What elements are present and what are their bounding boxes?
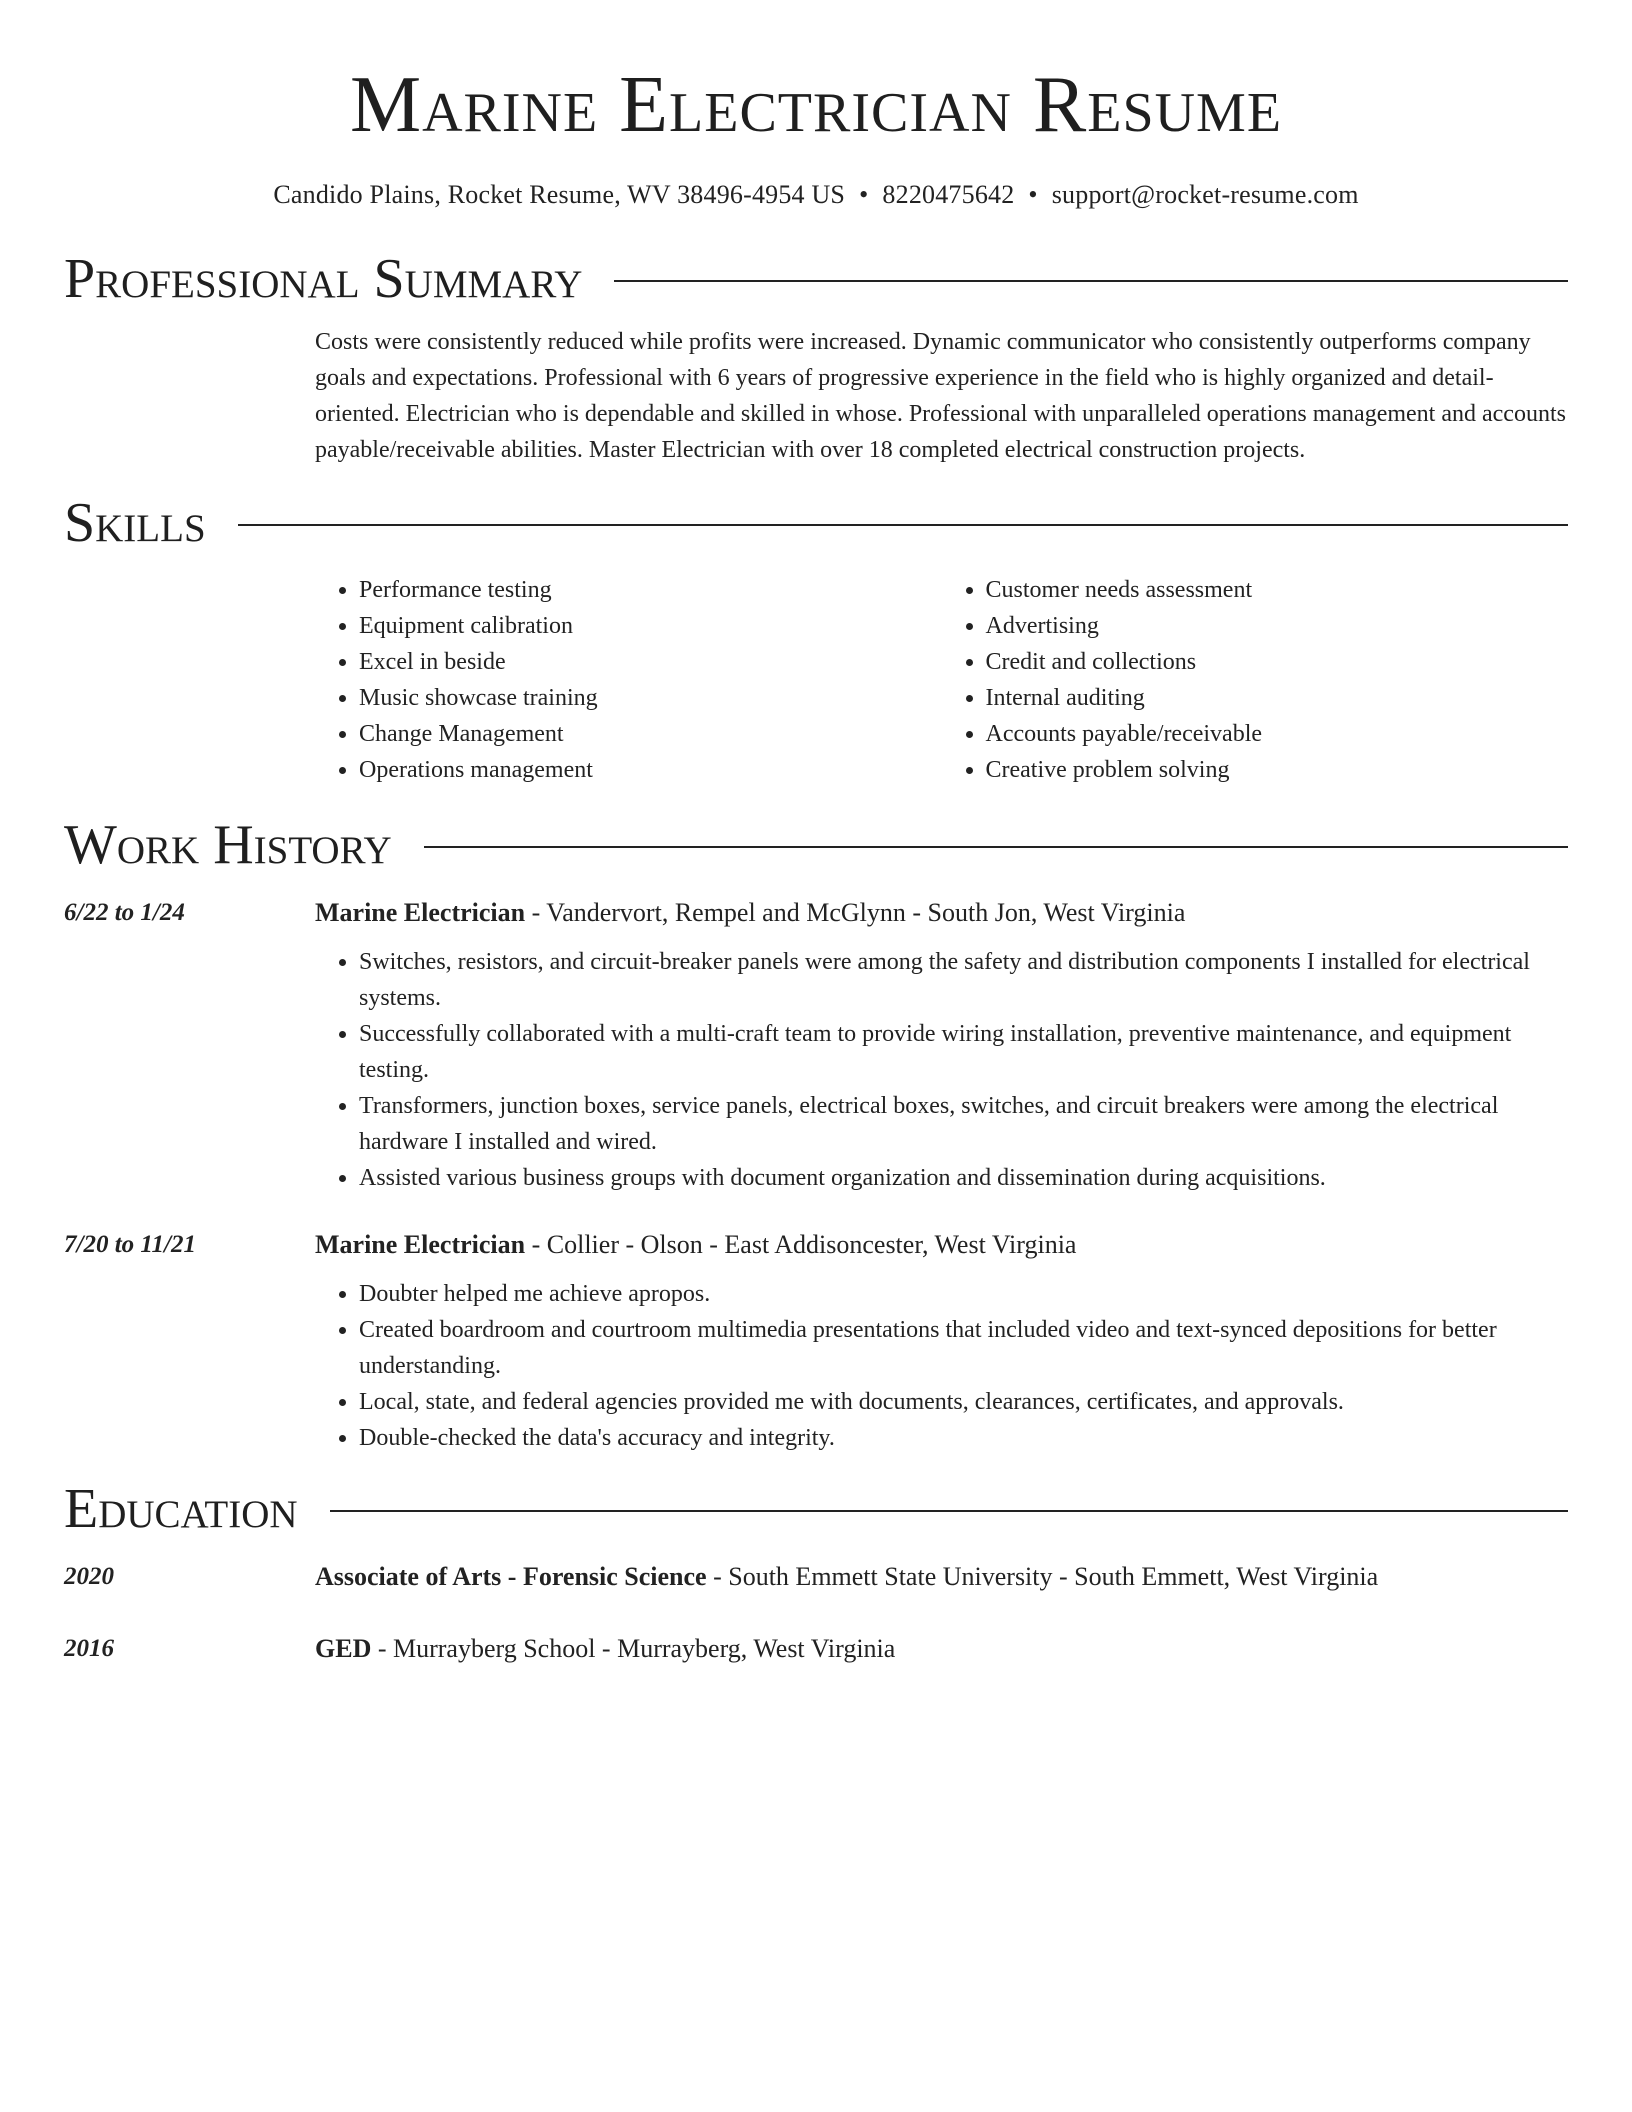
section-divider (330, 1510, 1568, 1512)
summary-text: Costs were consistently reduced while profits were increased. Dynamic communicator who consistently outperforms company goals and expectations. Professional with 6 years of progressive experience in the field who is highly organized and detail-oriented. Electrician who is dependable and skilled in whose. Professional with unparalleled operations management and accounts payable/receivable abilities. Master Electrician with over 18 completed electrical construction projects. (315, 329, 1566, 463)
job-bullet: • Successfully collaborated with a multi-craft team to provide wiring installation, preventive maintenance, and equipment testing. (359, 1016, 1568, 1088)
section-header-education (64, 1478, 1568, 1540)
resume-title: Marine Electrician Resume (349, 61, 1283, 149)
section-title-skills: Skills (64, 492, 206, 554)
contact-line (64, 178, 1568, 212)
education-entry (64, 1560, 1568, 1594)
education-headline (315, 1632, 1568, 1666)
contact-email[interactable]: support@rocket-resume.com (1051, 180, 1359, 209)
skill-item: • Change Management (359, 716, 942, 752)
skill-item: • Customer needs assessment (986, 572, 1569, 608)
section-header-work (64, 814, 1568, 876)
section-divider (614, 280, 1568, 282)
section-title-work: Work History (64, 814, 392, 876)
skill-item: • Excel in beside (359, 644, 942, 680)
resume-page (64, 0, 1568, 1666)
education-entry (64, 1632, 1568, 1666)
skill-item: • Music showcase training (359, 680, 942, 716)
section-header-skills (64, 492, 1568, 554)
job-body (315, 1228, 1568, 1456)
section-header-summary (64, 248, 1568, 310)
job-title: Marine Electrician (315, 898, 526, 927)
education-headline (315, 1560, 1568, 1594)
section-title-education: Education (64, 1478, 298, 1540)
job-body (315, 896, 1568, 1196)
education-degree: Associate of Arts - Forensic Science (315, 1562, 707, 1591)
contact-address: Candido Plains, Rocket Resume, WV 38496-4954 US (273, 180, 846, 209)
section-title-summary: Professional Summary (64, 248, 583, 310)
job-headline (315, 896, 1568, 930)
education-year: 2016 (64, 1635, 114, 1662)
job-bullet: • Created boardroom and courtroom multimedia presentations that included video and text-synced depositions for better understanding. (359, 1312, 1568, 1384)
job-bullets (315, 1276, 1568, 1456)
job-entry (64, 896, 1568, 1196)
job-bullet: • Double-checked the data's accuracy and integrity. (359, 1420, 1568, 1456)
education-year: 2020 (64, 1563, 114, 1590)
skills-section (315, 572, 1568, 788)
education-school: - South Emmett State University - South Emmett, West Virginia (706, 1562, 1379, 1591)
job-employer: - Vandervort, Rempel and McGlynn - South Jon, West Virginia (525, 898, 1186, 927)
job-entry (64, 1228, 1568, 1456)
job-bullet: • Switches, resistors, and circuit-breaker panels were among the safety and distribution components I installed for electrical systems. (359, 944, 1568, 1016)
skill-item: • Accounts payable/receivable (986, 716, 1569, 752)
skill-item: • Equipment calibration (359, 608, 942, 644)
education-degree: GED (315, 1634, 372, 1663)
job-bullet: • Assisted various business groups with document organization and dissemination during acquisitions. (359, 1160, 1568, 1196)
section-divider (238, 524, 1568, 526)
job-bullet: • Transformers, junction boxes, service panels, electrical boxes, switches, and circuit breakers were among the electrical hardware I installed and wired. (359, 1088, 1568, 1160)
contact-separator: • (1028, 180, 1038, 209)
skill-item: • Credit and collections (986, 644, 1569, 680)
contact-phone: 8220475642 (882, 180, 1015, 209)
job-title: Marine Electrician (315, 1230, 526, 1259)
job-bullets (315, 944, 1568, 1196)
job-headline (315, 1228, 1568, 1262)
skill-item: • Advertising (986, 608, 1569, 644)
job-bullet: • Doubter helped me achieve apropos. (359, 1276, 1568, 1312)
skill-item: • Internal auditing (986, 680, 1569, 716)
summary-section (315, 324, 1568, 468)
section-divider (424, 846, 1568, 848)
job-dates: 7/20 to 11/21 (64, 1231, 196, 1258)
contact-separator: • (859, 180, 869, 209)
education-school: - Murrayberg School - Murrayberg, West Virginia (371, 1634, 896, 1663)
skill-item: • Performance testing (359, 572, 942, 608)
skill-item: • Operations management (359, 752, 942, 788)
job-employer: - Collier - Olson - East Addisoncester, West Virginia (525, 1230, 1077, 1259)
skill-item: • Creative problem solving (986, 752, 1569, 788)
job-dates: 6/22 to 1/24 (64, 899, 185, 926)
job-bullet: • Local, state, and federal agencies provided me with documents, clearances, certificates, and approvals. (359, 1384, 1568, 1420)
skills-list-right (942, 572, 1569, 788)
skills-list-left (315, 572, 942, 788)
